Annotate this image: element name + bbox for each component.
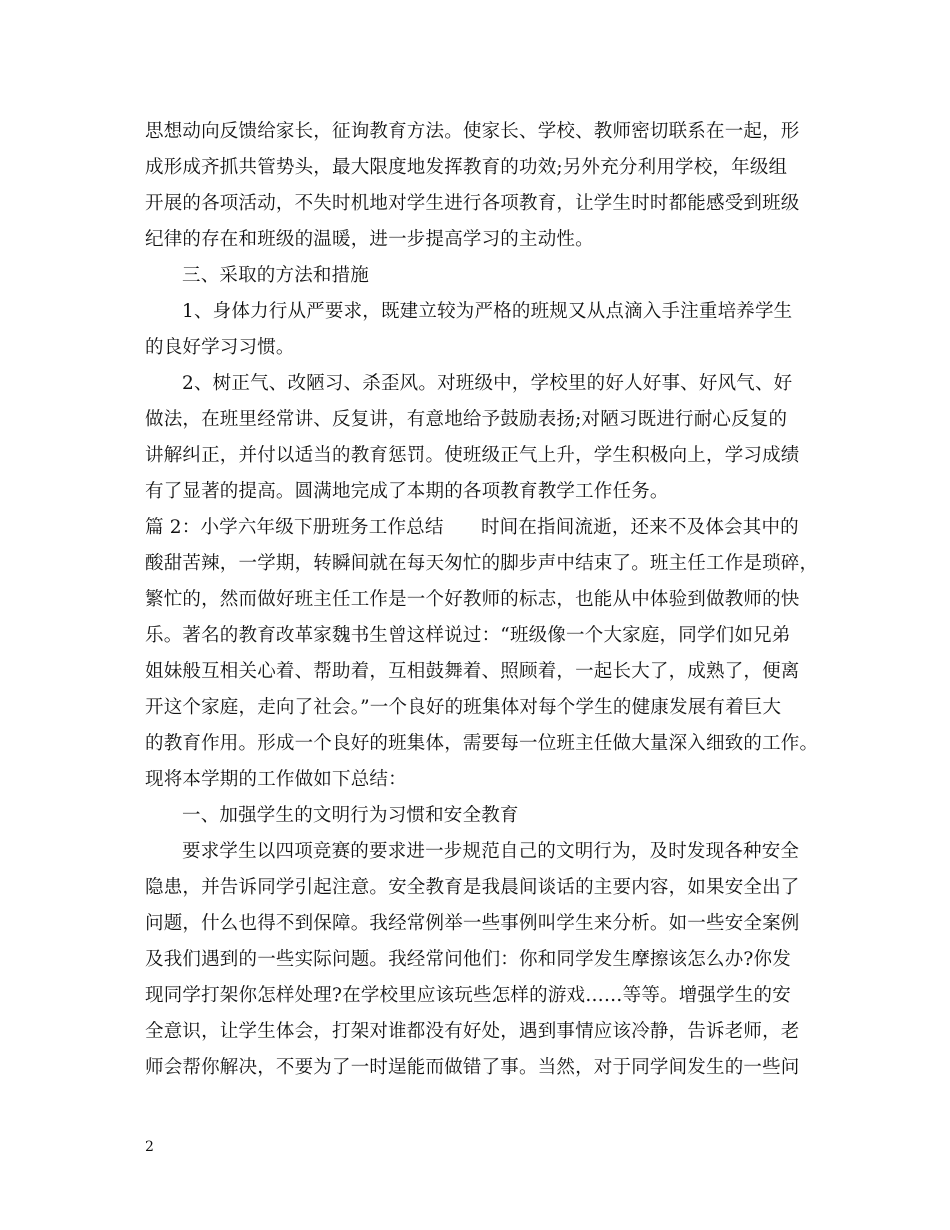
text-line: 开这个家庭，走向了社会。”一个良好的班集体对每个学生的健康发展有着巨大: [145, 697, 782, 718]
text-line: 的良好学习习惯。: [145, 337, 295, 358]
text-line: 及我们遇到的一些实际问题。我经常问他们：你和同学发生摩擦该怎么办?你发: [145, 949, 791, 970]
text-line: 有了显著的提高。圆满地完成了本期的各项教育教学工作任务。: [145, 481, 669, 502]
section-heading: 三、采取的方法和措施: [182, 265, 370, 286]
text-line: 讲解纠正，并付以适当的教育惩罚。使班级正气上升，学生积极向上，学习成绩: [145, 445, 800, 466]
text-line: 问题，什么也得不到保障。我经常例举一些事例叫学生来分析。如一些安全案例: [145, 913, 800, 934]
text-line: 做法，在班里经常讲、反复讲，有意地给予鼓励表扬;对陋习既进行耐心反复的: [145, 409, 788, 430]
text-line: 全意识，让学生体会，打架对谁都没有好处，遇到事情应该冷静，告诉老师，老: [145, 1021, 800, 1042]
text-line: 现将本学期的工作做如下总结：: [145, 769, 407, 790]
text-line: 1、身体力行从严要求，既建立较为严格的班规又从点滴入手注重培养学生: [182, 301, 793, 322]
text-line: 现同学打架你怎样处理?在学校里应该玩些怎样的游戏……等等。增强学生的安: [145, 985, 791, 1006]
text-line: 姐妹般互相关心着、帮助着，互相鼓舞着、照顾着，一起长大了，成熟了，便离: [145, 661, 800, 682]
text-line: 酸甜苦辣，一学期，转瞬间就在每天匆忙的脚步声中结束了。班主任工作是琐碎，: [145, 553, 819, 574]
text-line: 思想动向反馈给家长，征询教育方法。使家长、学校、教师密切联系在一起，形: [145, 121, 800, 142]
text-line: 开展的各项活动，不失时机地对学生进行各项教育，让学生时时都能感受到班级: [145, 193, 800, 214]
text-line: 隐患，并告诉同学引起注意。安全教育是我晨间谈话的主要内容，如果安全出了: [145, 877, 800, 898]
text-line: 2、树正气、改陋习、杀歪风。对班级中，学校里的好人好事、好风气、好: [182, 373, 793, 394]
text-line: 要求学生以四项竞赛的要求进一步规范自己的文明行为，及时发现各种安全: [182, 841, 800, 862]
text-line: 纪律的存在和班级的温暖，进一步提高学习的主动性。: [145, 229, 594, 250]
text-line: 的教育作用。形成一个良好的班集体，需要每一位班主任做大量深入细致的工作。: [145, 733, 819, 754]
section-heading: 一、加强学生的文明行为习惯和安全教育: [182, 805, 519, 826]
text-line: 成形成齐抓共管势头，最大限度地发挥教育的功效;另外充分利用学校，年级组: [145, 157, 788, 178]
text-line: 乐。著名的教育改革家魏书生曾这样说过：“班级像一个大家庭，同学们如兄弟: [145, 625, 791, 646]
article-title-line: 篇 2：小学六年级下册班务工作总结 时间在指间流逝，还来不及体会其中的: [145, 517, 799, 538]
text-line: 繁忙的，然而做好班主任工作是一个好教师的标志，也能从中体验到做教师的快: [145, 589, 800, 610]
text-line: 师会帮你解决，不要为了一时逞能而做错了事。当然，对于同学间发生的一些问: [145, 1057, 800, 1078]
page-number: 2: [145, 1139, 154, 1155]
